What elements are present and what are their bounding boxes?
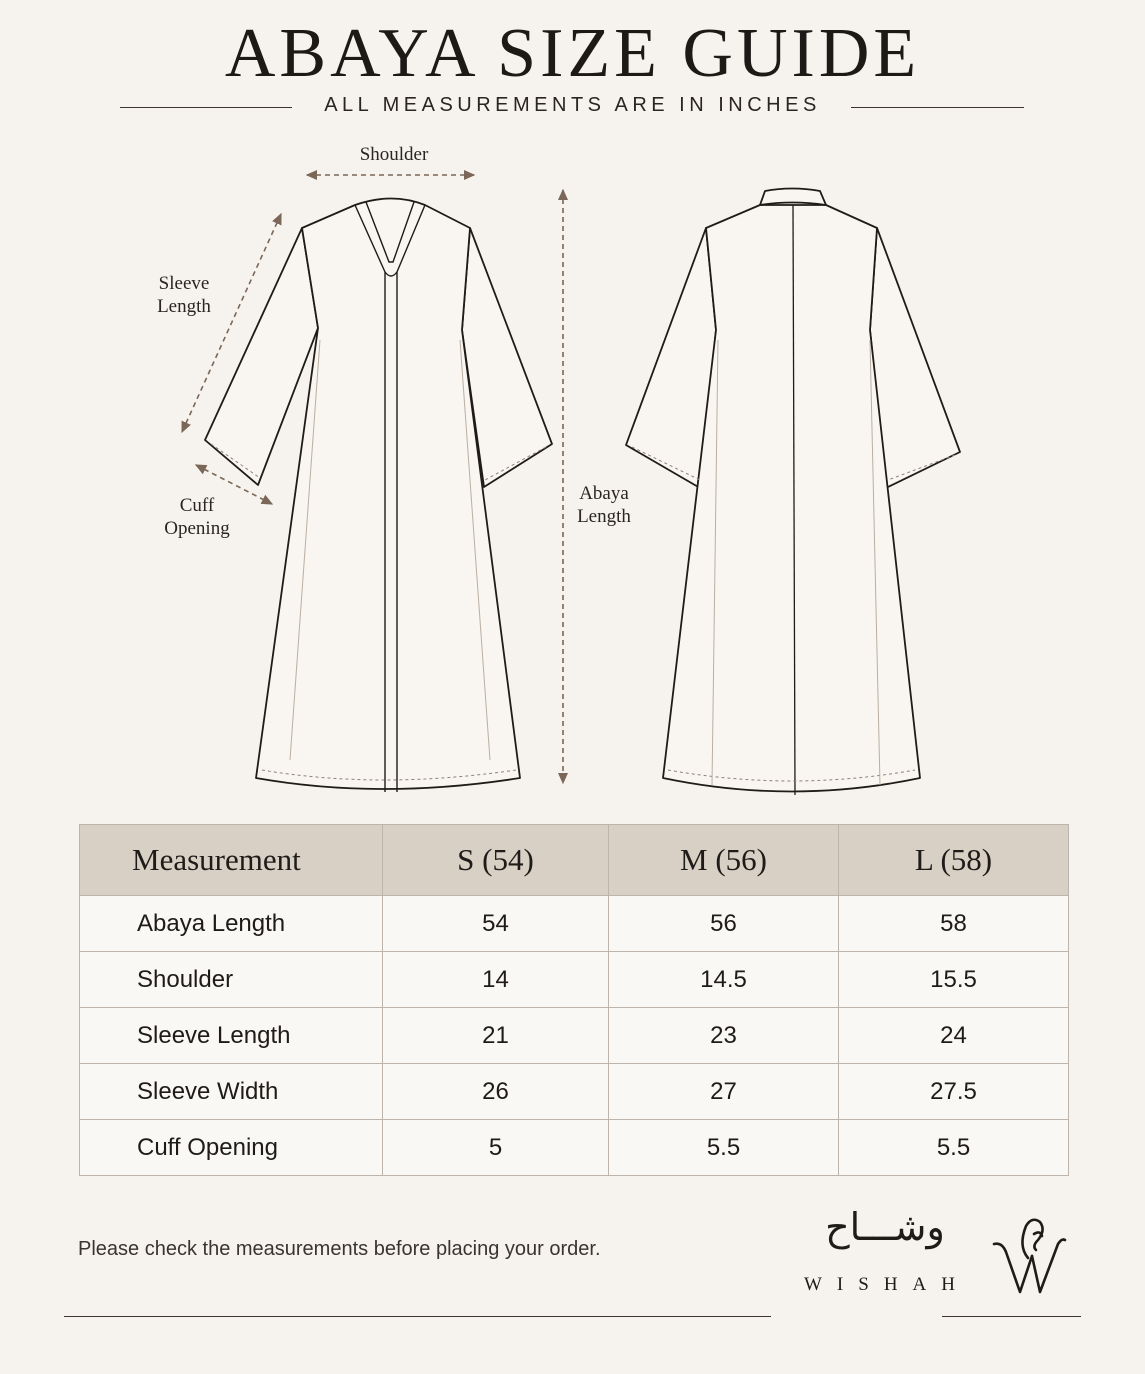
row-label: Cuff Opening [80,1120,383,1176]
abaya-length-label: Abaya Length [577,483,631,527]
abaya-front-view [205,199,552,790]
table-header-row [80,825,1069,896]
subtitle-rule-right [851,107,1024,108]
cell-value: 23 [609,1008,839,1064]
cell-value: 56 [609,896,839,952]
cell-value: 5 [383,1120,609,1176]
cell-value: 58 [839,896,1069,952]
header-measurement: Measurement [80,825,383,896]
size-table [79,824,1069,1176]
sleeve-length-label: Sleeve Length [157,273,211,317]
table-row [80,1064,1069,1120]
cell-value: 27 [609,1064,839,1120]
cell-value: 54 [383,896,609,952]
cell-value: 14.5 [609,952,839,1008]
header-size-m: M (56) [609,825,839,896]
cell-value: 14 [383,952,609,1008]
cell-value: 5.5 [609,1120,839,1176]
brand-latin-wordmark: WISHAH [804,1274,970,1295]
page-title: ABAYA SIZE GUIDE [224,15,921,92]
subtitle-row [0,92,1145,122]
cuff-opening-label: Cuff Opening [164,495,230,539]
table-row [80,896,1069,952]
brand-arabic-wordmark: وشـــاح [825,1205,945,1249]
footer-rule-right [942,1316,1081,1317]
table-row [80,1120,1069,1176]
row-label: Shoulder [80,952,383,1008]
cell-value: 27.5 [839,1064,1069,1120]
cell-value: 24 [839,1008,1069,1064]
wishah-logo-icon [988,1212,1068,1298]
table-row [80,1008,1069,1064]
cell-value: 5.5 [839,1120,1069,1176]
header-size-s: S (54) [383,825,609,896]
footer-note: Please check the measurements before placing your order. [78,1238,601,1260]
cell-value: 21 [383,1008,609,1064]
footer-rule-left [64,1316,771,1317]
cell-value: 26 [383,1064,609,1120]
row-label: Sleeve Width [80,1064,383,1120]
back-collar [760,189,826,206]
table-row [80,952,1069,1008]
row-label: Abaya Length [80,896,383,952]
row-label: Sleeve Length [80,1008,383,1064]
abaya-diagram [0,130,1145,810]
shoulder-label: Shoulder [359,144,429,165]
subtitle-rule-left [120,107,292,108]
subtitle: ALL MEASUREMENTS ARE IN INCHES [324,94,821,116]
cell-value: 15.5 [839,952,1069,1008]
header-size-l: L (58) [839,825,1069,896]
